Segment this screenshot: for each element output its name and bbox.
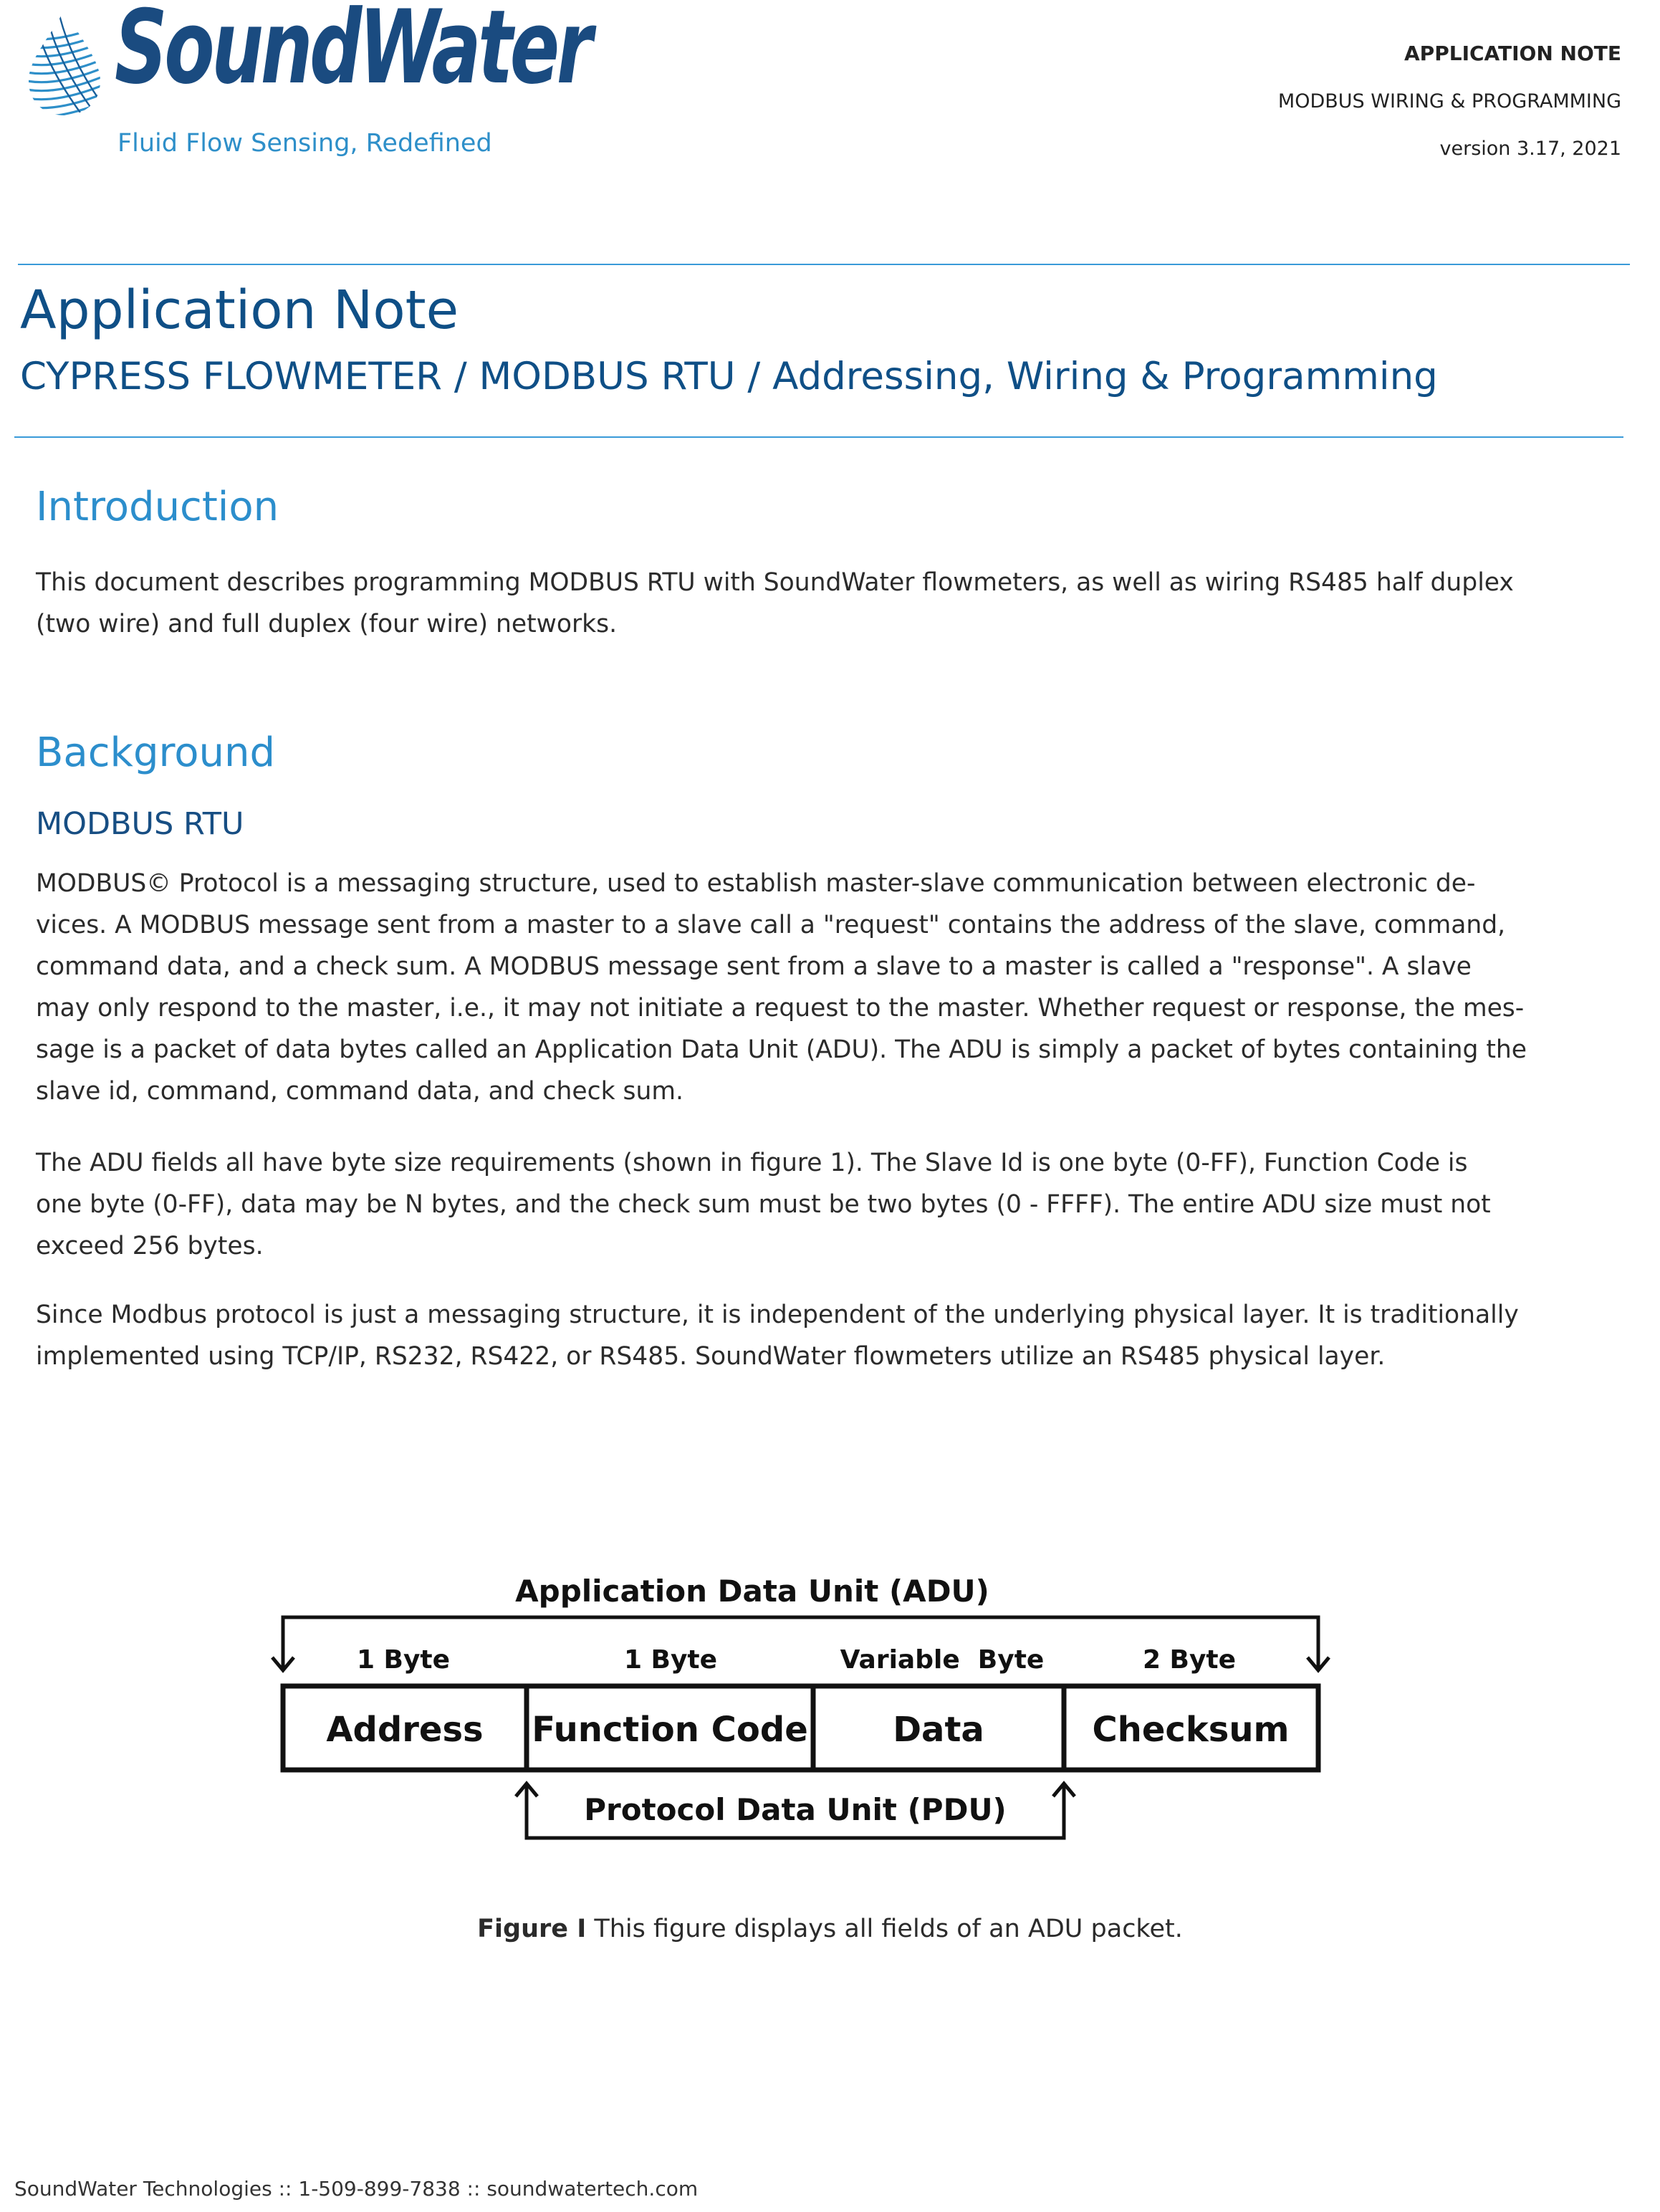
brand-tagline: Fluid Flow Sensing, Redefined	[117, 129, 492, 158]
field-size-label: 1 Byte	[356, 1645, 451, 1675]
soundwater-logo-drop-icon	[21, 6, 107, 117]
page-footer: SoundWater Technologies :: 1-509-899-7838 :: soundwatertech.com	[14, 2177, 699, 2201]
header-doc-type: APPLICATION NOTE	[1404, 42, 1621, 65]
background-paragraph-2	[36, 1142, 1598, 1267]
background-paragraph-3	[36, 1294, 1598, 1377]
background-heading: Background	[36, 729, 276, 776]
title-bottom-rule	[14, 436, 1623, 438]
text-line: Since Modbus protocol is just a messaging structure, it is independent of the underlying physical layer. It is traditionally	[36, 1301, 1519, 1329]
text-line: may only respond to the master, i.e., it may not initiate a request to the master. Whether request or response, the mes-	[36, 994, 1525, 1023]
title-top-rule	[18, 264, 1630, 265]
text-line: MODBUS© Protocol is a messaging structure, used to establish master-slave communication between electronic de-	[36, 869, 1476, 898]
header-topic: MODBUS WIRING & PROGRAMMING	[1277, 90, 1621, 112]
text-line: (two wire) and full duplex (four wire) networks.	[36, 610, 618, 638]
text-line: vices. A MODBUS message sent from a master to a slave call a "request" contains the address of the slave, command,	[36, 911, 1506, 939]
modbus-rtu-subheading: MODBUS RTU	[36, 806, 244, 842]
field-name: Address	[326, 1710, 484, 1750]
background-paragraph-1	[36, 863, 1598, 1112]
page-subtitle: CYPRESS FLOWMETER / MODBUS RTU / Addressing, Wiring & Programming	[20, 355, 1438, 398]
adu-packet-diagram	[258, 1566, 1347, 1852]
field-size-label: 1 Byte	[623, 1645, 718, 1675]
field-size-label: 2 Byte	[1142, 1645, 1237, 1675]
pdu-label: Protocol Data Unit (PDU)	[584, 1792, 1007, 1827]
field-name: Checksum	[1092, 1710, 1290, 1750]
brand-logo-wordmark: SoundWater	[115, 0, 590, 107]
text-line: The ADU fields all have byte size requirements (shown in figure 1). The Slave Id is one byte (0-FF), Function Code is	[36, 1149, 1468, 1177]
text-line: slave id, command, command data, and check sum.	[36, 1077, 683, 1106]
adu-label: Application Data Unit (ADU)	[515, 1574, 989, 1609]
figure-caption	[0, 1915, 1660, 1943]
figure-caption-label: Figure I	[477, 1915, 587, 1943]
text-line: implemented using TCP/IP, RS232, RS422, or RS485. SoundWater flowmeters utilize an RS485 physical layer.	[36, 1342, 1386, 1371]
introduction-paragraph	[36, 562, 1598, 645]
introduction-heading: Introduction	[36, 484, 279, 530]
figure-caption-text: This figure displays all fields of an ADU packet.	[586, 1915, 1183, 1943]
field-name: Data	[893, 1710, 984, 1750]
field-name: Function Code	[532, 1710, 808, 1750]
header-version: version 3.17, 2021	[1439, 138, 1621, 160]
text-line: command data, and a check sum. A MODBUS message sent from a slave to a master is called a "response". A slave	[36, 952, 1472, 981]
page-title: Application Note	[20, 279, 459, 341]
field-size-label: Variable Byte	[840, 1645, 1045, 1675]
text-line: one byte (0-FF), data may be N bytes, and the check sum must be two bytes (0 - FFFF). The entire ADU size must not	[36, 1190, 1491, 1219]
text-line: sage is a packet of data bytes called an Application Data Unit (ADU). The ADU is simply a packet of bytes containing the	[36, 1035, 1527, 1064]
text-line: exceed 256 bytes.	[36, 1232, 264, 1260]
text-line: This document describes programming MODBUS RTU with SoundWater flowmeters, as well as wiring RS485 half duplex	[36, 568, 1514, 597]
